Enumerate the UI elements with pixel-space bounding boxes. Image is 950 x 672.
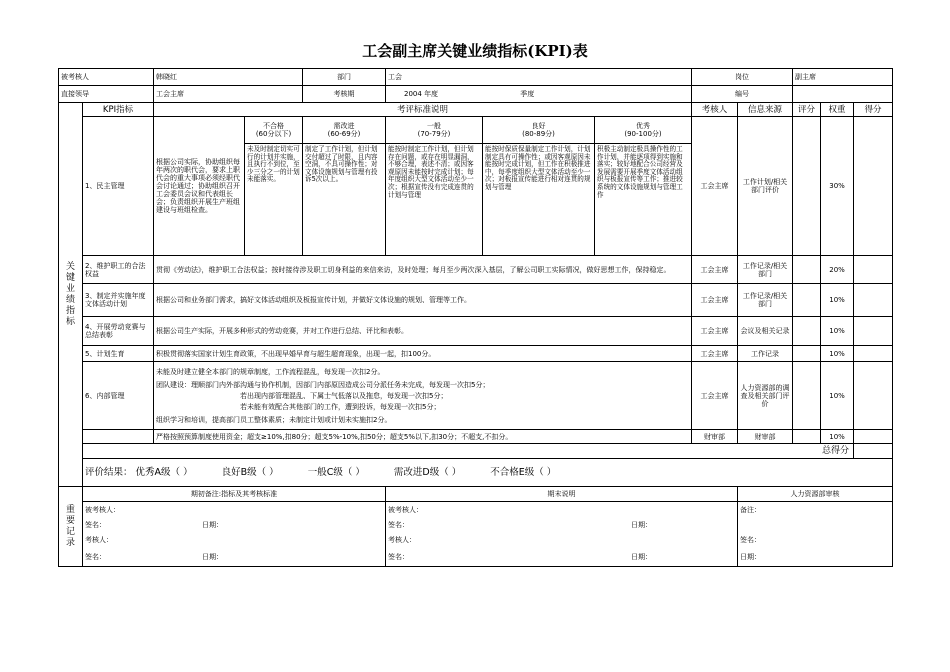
- row7-desc: 严格按照预算制度使用资金；超支≥10%,扣80分；超支5%-10%,扣50分；超支5%以下,扣30分；不超支,不扣分。: [154, 430, 692, 444]
- result-label: 评价结果：: [85, 466, 133, 478]
- row2-score: [793, 256, 821, 284]
- row7-source: 财审部: [738, 430, 793, 444]
- row2-weight: 20%: [821, 256, 854, 284]
- period-label: 考核期: [303, 86, 386, 103]
- records-col3-blank: [738, 518, 893, 533]
- level-4: 优秀 (90-100分): [595, 117, 692, 144]
- row5-desc: 积极贯彻落实国家计划生育政策，不出现早婚早育与超生超育现象，出现一起，扣100分。: [154, 346, 692, 362]
- col-criteria: 考评标准说明: [154, 103, 692, 117]
- row4-assessor: 工会主席: [692, 317, 738, 346]
- row1-score: [793, 117, 821, 256]
- period-quarter: 季度: [520, 90, 535, 98]
- row1-assessor: 工会主席: [692, 117, 738, 256]
- level-0: 不合格 (60分以下): [245, 117, 303, 144]
- row3-desc: 根据公司和业务部门需求，搞好文体活动组织及板报宣传计划，并做好文体设施的规划、管理等工作。: [154, 284, 692, 317]
- row6-weight: 10%: [821, 362, 854, 430]
- records-col3-sign: 签名：: [738, 533, 893, 548]
- row4-score: [793, 317, 821, 346]
- row7-points: [854, 430, 893, 444]
- row1-level4: 积极主动制定极具操作性的工作计划，并能逐项得到实施和落实；较好地配合公司经营及发展需要开展季度文体活动组织与板报宣传等工作；推进较系统的文体设施规划与管理工作: [595, 144, 692, 256]
- section-label: 关键业绩指标: [59, 103, 83, 487]
- assessee-value: 韩晓红: [154, 69, 303, 86]
- level-3: 良好 (80-89分): [483, 117, 595, 144]
- row4-desc: 根据公司生产实际，开展多种形式的劳动竞赛，并对工作进行总结、评比和表彰。: [154, 317, 692, 346]
- row6-assessor: 工会主席: [692, 362, 738, 430]
- grade-c: 一般C级（ ）: [307, 466, 365, 478]
- dept-label: 部门: [303, 69, 386, 86]
- row3-kpi: 3、制定并实施年度文体活动计划: [83, 284, 154, 317]
- row1-source: 工作计划/相关部门评价: [738, 117, 793, 256]
- row1-intro: 根据公司实际，协助组织每年两次的职代会，要求上职代会的重大事项必须经职代会讨论通过；协助组织召开工会委员会议和代表组长会；负责组织开展生产班组建设与班组检查。: [154, 117, 245, 256]
- records-col1-sign1: 签名： 日期：: [83, 518, 386, 533]
- row4-weight: 10%: [821, 317, 854, 346]
- row6-desc: [154, 362, 692, 430]
- row6-source: 人力资源部的调查及相关部门评价: [738, 362, 793, 430]
- row2-kpi: 2、维护职工的合法权益: [83, 256, 154, 284]
- row2-assessor: 工会主席: [692, 256, 738, 284]
- post-value: 副主席: [793, 69, 893, 86]
- col-source: 信息来源: [738, 103, 793, 117]
- records-col2-sign2: 签名： 日期：: [386, 548, 738, 567]
- row1-level1: 制定了工作计划，但计划交付超过了时限，且内容空洞，不具可操作性；对文体设施规划与管理有投诉5次以上。: [303, 144, 386, 256]
- col-kpi: KPI指标: [83, 103, 154, 117]
- post-label: 岗位: [692, 69, 793, 86]
- records-col2-sign1: 签名： 日期：: [386, 518, 738, 533]
- row7-score: [793, 430, 821, 444]
- row3-source: 工作记录/相关部门: [738, 284, 793, 317]
- row4-source: 会议及相关记录: [738, 317, 793, 346]
- col-assessor: 考核人: [692, 103, 738, 117]
- grade-e: 不合格E级（ ）: [490, 466, 557, 478]
- row6-score: [793, 362, 821, 430]
- row6-desc-4: 若未能有效配合其他部门的工作，遭到投诉，每发现一次扣5分；: [240, 402, 441, 411]
- records-col1-assessee: 被考核人：: [83, 502, 386, 518]
- col-score: 评分: [793, 103, 821, 117]
- grade-d: 需改进D级（ ）: [393, 466, 462, 478]
- code-value: [793, 86, 893, 103]
- records-col3-date: 日期：: [738, 548, 893, 567]
- row7-kpi: [83, 430, 154, 444]
- records-side-label: 重要记录: [59, 487, 83, 567]
- level-2: 一般 (70-79分): [386, 117, 483, 144]
- records-col1-sign2: 签名： 日期：: [83, 548, 386, 567]
- row6-points: [854, 362, 893, 430]
- period-value: [386, 86, 692, 103]
- row1-level3: 能按时保质保量制定工作计划，计划制定具有可操作性；或因客观原因未能按时完成计划，但工作在积极推进中，每季度组织大型文体活动至少一次；对板报宣传能进行相对连贯的规划与管理: [483, 144, 595, 256]
- kpi-table: [58, 68, 893, 567]
- leader-label: 直接领导: [59, 86, 154, 103]
- records-col2-assessee: 被考核人：: [386, 502, 738, 518]
- row1-level2: 能按时制定工作计划，但计划存在问题，或存在明显漏洞，不够合理，表述不清；或因客观原因未能按时完成计划；每年度组织大型文体活动至少一次；根据宣传没有完成连贯的计划与管理: [386, 144, 483, 256]
- records-col1-title: 期初备注:指标及其考核标准: [83, 487, 386, 502]
- row1-points: [854, 117, 893, 256]
- row2-source: 工作记录/相关部门: [738, 256, 793, 284]
- dept-value: 工会: [386, 69, 692, 86]
- row7-weight: 10%: [821, 430, 854, 444]
- level-1: 需改进 (60-69分): [303, 117, 386, 144]
- total-label: 总得分: [83, 444, 854, 459]
- row3-weight: 10%: [821, 284, 854, 317]
- grade-a: 优秀A级（ ）: [135, 466, 193, 478]
- page-title: 工会副主席关键业绩指标(KPI)表: [362, 42, 588, 60]
- assessee-label: 被考核人: [59, 69, 154, 86]
- row5-points: [854, 346, 893, 362]
- records-col2-title: 期末说明: [386, 487, 738, 502]
- row2-desc: 贯彻《劳动法》，维护职工合法权益；按时接待涉及职工切身利益的来信来访，及时处理；每月至少两次深入基层，了解公司职工实际情况，做好思想工作，保持稳定。: [154, 256, 692, 284]
- col-points: 得分: [854, 103, 893, 117]
- row6-desc-3: 若出现内部管理混乱、下属士气低落以及拖怠，每发现一次扣5分；: [240, 391, 448, 400]
- row5-source: 工作记录: [738, 346, 793, 362]
- code-label: 编号: [692, 86, 793, 103]
- period-year-unit: 年度: [424, 90, 439, 98]
- result-row: [83, 459, 893, 487]
- row6-desc-2: 团队建设：理顺部门内外部沟通与协作机制，因部门内部原因造成公司分派任务未完成，每发现一次扣5分；: [156, 380, 490, 389]
- row5-weight: 10%: [821, 346, 854, 362]
- records-col2-assessor: 考核人：: [386, 533, 738, 548]
- row6-kpi: 6、内部管理: [83, 362, 154, 430]
- row5-kpi: 5、计划生育: [83, 346, 154, 362]
- row3-score: [793, 284, 821, 317]
- row1-weight: 30%: [821, 117, 854, 256]
- row6-desc-1: 未能及时建立健全本部门的规章制度，工作流程混乱，每发现一次扣2分。: [156, 367, 385, 376]
- period-year: 2004: [404, 90, 422, 98]
- row7-assessor: 财审部: [692, 430, 738, 444]
- row4-points: [854, 317, 893, 346]
- row3-assessor: 工会主席: [692, 284, 738, 317]
- total-value: [854, 444, 893, 459]
- grade-b: 良好B级（ ）: [221, 466, 279, 478]
- row5-assessor: 工会主席: [692, 346, 738, 362]
- records-col3-title: 人力资源部审核: [738, 487, 893, 502]
- row1-level0: 未及时制定切实可行的计划并实施，且执行不到位，至少三分之一的计划未能落实。: [245, 144, 303, 256]
- row6-desc-5: 组织学习和培训，提高部门员工整体素质；未制定计划或计划未实施扣2分。: [156, 415, 392, 424]
- row4-kpi: 4、开展劳动竞赛与总结表彰: [83, 317, 154, 346]
- row3-points: [854, 284, 893, 317]
- leader-value: 工会主席: [154, 86, 303, 103]
- records-col3-remark: 备注：: [738, 502, 893, 518]
- col-weight: 权重: [821, 103, 854, 117]
- records-col1-assessor: 考核人：: [83, 533, 386, 548]
- row2-points: [854, 256, 893, 284]
- row5-score: [793, 346, 821, 362]
- row1-kpi: 1、民主管理: [83, 117, 154, 256]
